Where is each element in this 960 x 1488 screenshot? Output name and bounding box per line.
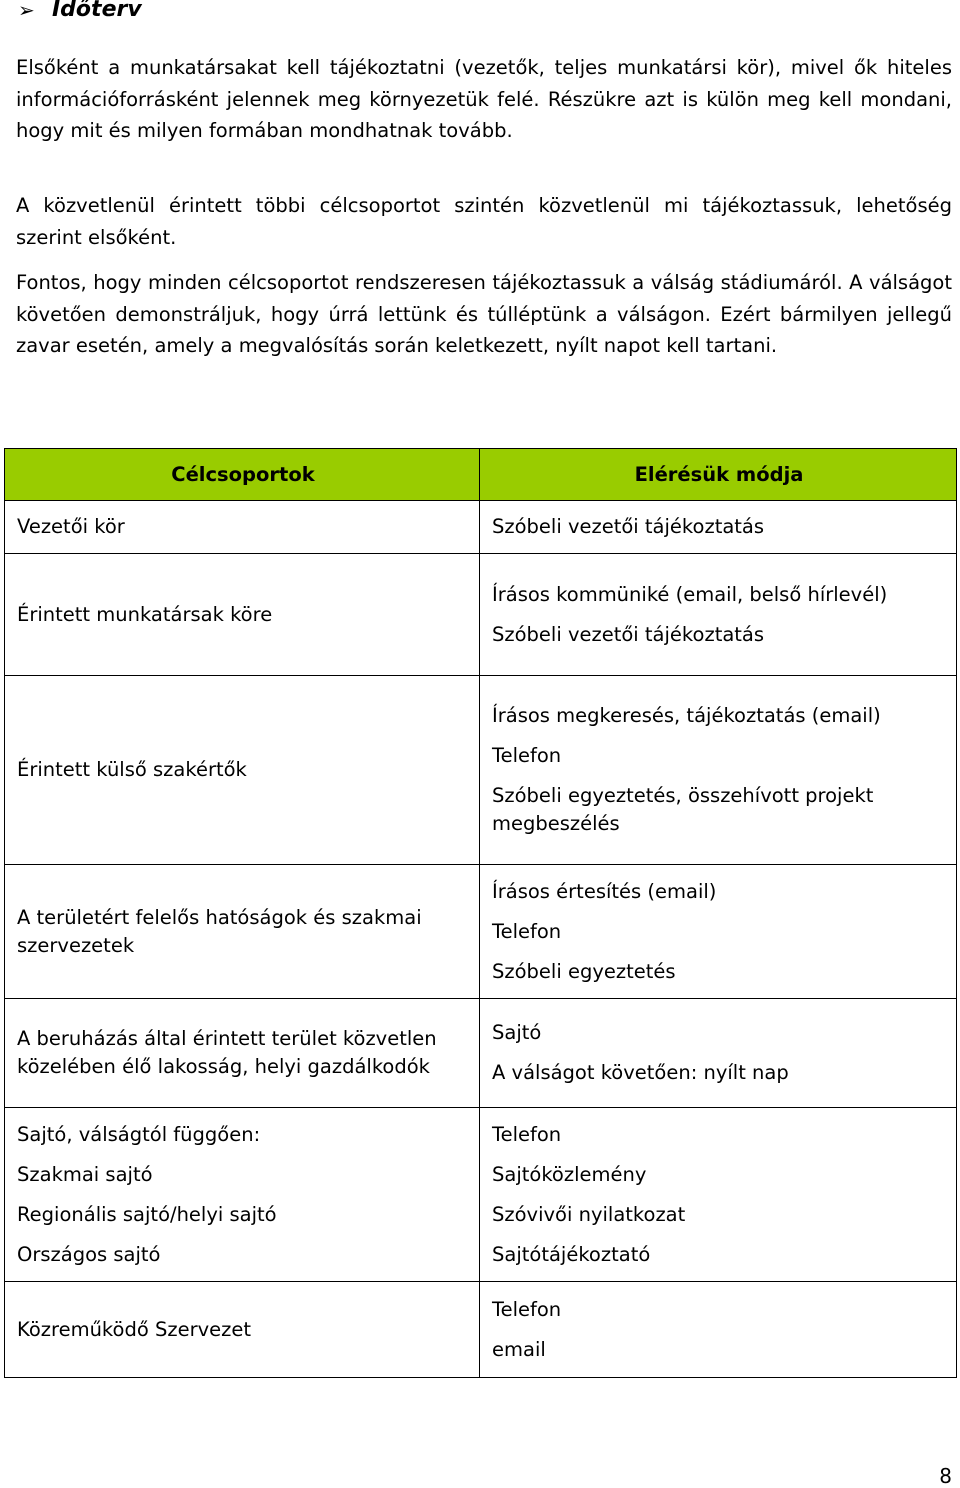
paragraph-regular-information: Fontos, hogy minden célcsoportot rendszeresen tájékoztassuk a válság stádiumáról. A válságot követően demonstráljuk, hogy úrrá lettünk és túlléptünk a válságon. Ezért bármilyen jellegű zavar esetén, amely a megvalósítás során keletkezett, nyílt napot kell tartani. [16, 271, 952, 357]
access-method-cell [480, 865, 957, 999]
communication-table [4, 448, 957, 1378]
section-title: Időterv [52, 0, 142, 22]
paragraph-informing-staff: Elsőként a munkatársakat kell tájékoztatni (vezetők, teljes munkatársi kör), mivel ők hiteles információforrásként jelennek meg környezetük felé. Részükre azt is külön meg kell mondani, hogy mit és milyen formában mondhatnak tovább. [16, 56, 952, 142]
target-group-text: Vezetői kör [17, 515, 125, 538]
target-group-text: Érintett külső szakértők [17, 758, 247, 781]
section-heading [18, 0, 142, 26]
access-method-text: Szóbeli egyeztetés [492, 959, 676, 983]
access-method-text: Írásos kommüniké (email, belső hírlevél) [492, 582, 888, 606]
table-row [5, 1108, 957, 1282]
access-method-text: Szóbeli vezetői tájékoztatás [492, 515, 765, 538]
table-row [5, 501, 957, 554]
target-group-cell [5, 1108, 480, 1282]
table-row [5, 999, 957, 1108]
access-method-cell [480, 1108, 957, 1282]
target-group-text: Érintett munkatársak köre [17, 602, 273, 626]
access-method-text: Írásos megkeresés, tájékoztatás (email) [492, 704, 881, 727]
access-method-text: Szóbeli egyeztetés, összehívott projekt megbeszélés [492, 784, 874, 835]
page-number: 8 [939, 1464, 952, 1488]
target-group-cell [5, 676, 480, 865]
access-method-text: A válságot követően: nyílt nap [492, 1061, 789, 1084]
access-method-cell [480, 999, 957, 1108]
access-method-cell [480, 1282, 957, 1378]
access-method-text: Sajtóközlemény [492, 1162, 647, 1186]
access-method-text: email [492, 1337, 546, 1361]
access-method-text: Sajtótájékoztató [492, 1242, 651, 1266]
access-method-text: Szóvivői nyilatkozat [492, 1202, 686, 1226]
target-group-text: A területért felelős hatóságok és szakmai szervezetek [17, 905, 422, 957]
target-group-text: Országos sajtó [17, 1242, 161, 1266]
table-row [5, 554, 957, 676]
access-method-text: Sajtó [492, 1021, 542, 1044]
header-target-groups: Célcsoportok [5, 449, 480, 501]
target-group-cell [5, 501, 480, 554]
table-row [5, 865, 957, 999]
access-method-text: Írásos értesítés (email) [492, 879, 717, 903]
table-row [5, 676, 957, 865]
target-group-cell [5, 865, 480, 999]
header-access-methods: Elérésük módja [480, 449, 957, 501]
access-method-cell [480, 676, 957, 865]
access-method-cell [480, 501, 957, 554]
target-group-cell [5, 1282, 480, 1378]
access-method-text: Telefon [492, 744, 562, 767]
table-row [5, 1282, 957, 1378]
access-method-text: Telefon [492, 1122, 562, 1146]
access-method-text: Telefon [492, 919, 562, 943]
target-group-text: Szakmai sajtó [17, 1162, 153, 1186]
target-group-cell [5, 999, 480, 1108]
target-group-text: Sajtó, válságtól függően: [17, 1122, 261, 1146]
access-method-text: Szóbeli vezetői tájékoztatás [492, 622, 765, 646]
table-header-row [5, 449, 957, 501]
target-group-text: Közreműködő Szervezet [17, 1317, 251, 1341]
access-method-cell [480, 554, 957, 676]
access-method-text: Telefon [492, 1297, 562, 1321]
target-group-cell [5, 554, 480, 676]
target-group-text: A beruházás által érintett terület közvetlen közelében élő lakosság, helyi gazdálkodók [17, 1027, 437, 1078]
target-group-text: Regionális sajtó/helyi sajtó [17, 1202, 277, 1226]
arrow-bullet-icon: ➢ [18, 0, 35, 22]
paragraph-direct-groups: A közvetlenül érintett többi célcsoportot szintén közvetlenül mi tájékoztassuk, lehetőség szerint elsőként. [16, 194, 952, 249]
